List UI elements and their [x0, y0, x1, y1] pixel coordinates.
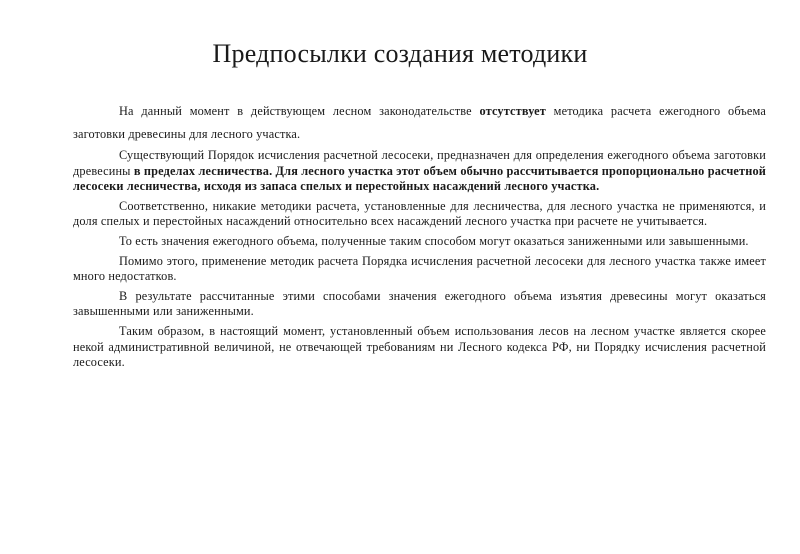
paragraph-2-text: Существующий Порядок исчисления расчетной лесосеки, предназначен для определения ежегодного объема заготовки древесины: [73, 148, 766, 178]
paragraph-3: Соответственно, никакие методики расчета, установленные для лесничества, для лесного участка не применяются, и доля спелых и перестойных насаждений относительно всех насаждений лесного участка при расчете не учитывается.: [73, 198, 766, 229]
paragraph-2: [73, 148, 766, 195]
paragraph-6: В результате рассчитанные этими способами значения ежегодного объема изъятия древесины могут оказаться завышенными или заниженными.: [73, 288, 766, 319]
paragraph-1-emphasis: отсутствует: [479, 104, 546, 118]
paragraph-1-text-a: На данный момент в действующем лесном законодательстве: [119, 104, 480, 118]
slide-title: Предпосылки создания методики: [212, 39, 588, 68]
paragraph-2-emphasis: в пределах лесничества. Для лесного участка этот объем обычно рассчитывается пропорционально расчетной лесосеки лесничества, исходя из запаса спелых и перестойных насаждений лесного участка.: [73, 163, 767, 194]
slide-body: [73, 100, 766, 375]
paragraph-4: То есть значения ежегодного объема, полученные таким способом могут оказаться заниженными или завышенными.: [119, 233, 749, 248]
paragraph-5: Помимо этого, применение методик расчета Порядка исчисления расчетной лесосеки для лесного участка также имеет много недостатков.: [73, 253, 766, 284]
paragraph-1-text-b: методика расчета ежегодного объема заготовки древесины для лесного участка.: [73, 104, 766, 141]
paragraph-1: [73, 100, 766, 146]
paragraph-7: Таким образом, в настоящий момент, установленный объем использования лесов на лесном участке является скорее некой административной величиной, не отвечающей требованиям ни Лесного кодекса РФ, ни Порядку исчисления расчетной лесосеки.: [73, 323, 766, 370]
